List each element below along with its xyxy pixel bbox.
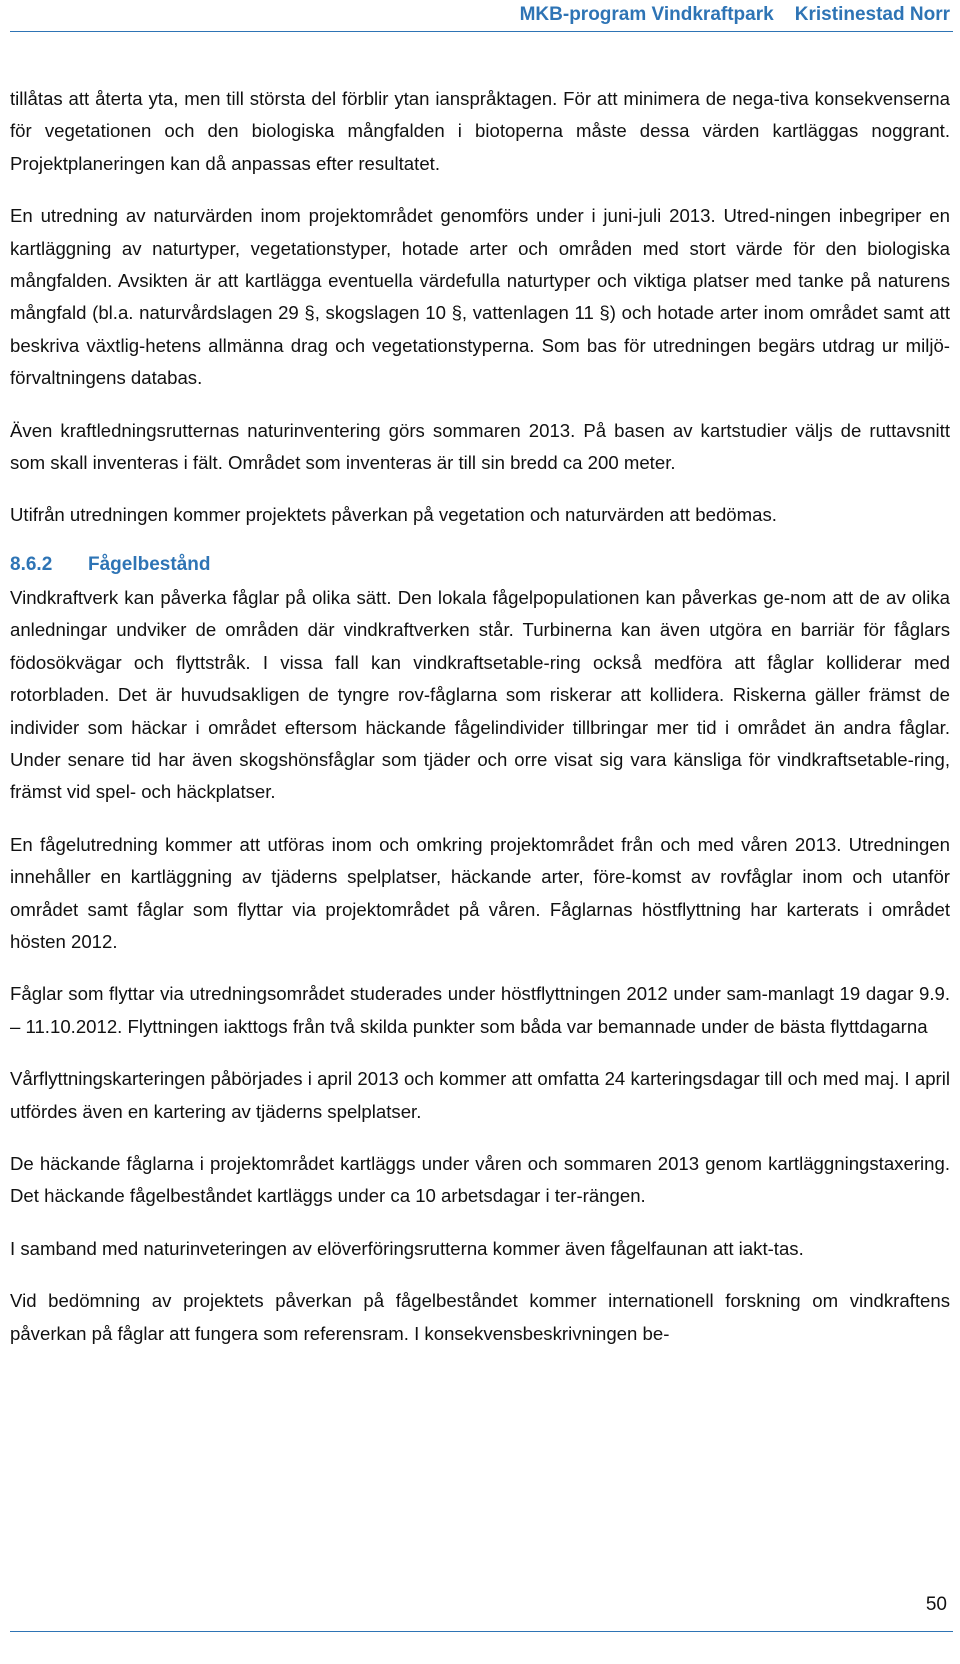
paragraph: Vårflyttningskarteringen påbörjades i april 2013 och kommer att omfatta 24 karteringsdagar till och med maj. I april utfördes även en kartering av tjäderns spelplatser. xyxy=(10,1068,950,1122)
document-body xyxy=(10,83,950,1370)
page-number: 50 xyxy=(925,1594,947,1615)
paragraph: I samband med naturinveteringen av elöverföringsrutterna kommer även fågelfaunan att iakt-tas. xyxy=(10,1237,804,1259)
paragraph: Utifrån utredningen kommer projektets påverkan på vegetation och naturvärden att bedömas. xyxy=(10,504,777,526)
section-heading xyxy=(10,550,950,580)
section-number: 8.6.2 xyxy=(10,553,53,575)
paragraph: En utredning av naturvärden inom projektområdet genomförs under i juni-juli 2013. Utred-ningen inbegriper en kartläggning av naturtyper, vegetationstyper, hotade arter och områden med stort värde för den biologiska mångfalden. Avsikten är att kartlägga eventuella värdefulla naturtyper och viktiga platser med tanke på naturens mångfald (bl.a. naturvårdslagen 29 §, skogslagen 10 §, vattenlagen 11 §) och hotade arter inom området samt att beskriva växtlig-hetens allmänna drag och vegetationstyperna. Som bas för utredningen begärs utdrag ur miljö-förvaltningens databas. xyxy=(10,205,950,389)
paragraph: Fåglar som flyttar via utredningsområdet studerades under höstflyttningen 2012 under sam-manlagt 19 dagar 9.9. – 11.10.2012. Flyttningen iakttogs från två skilda punkter som båda var bemannade under de bästa flyttdagarna xyxy=(10,983,950,1037)
header-title: MKB-program Vindkraftpark Kristinestad Norr xyxy=(519,4,950,25)
paragraph: Vindkraftverk kan påverka fåglar på olika sätt. Den lokala fågelpopulationen kan påverkas ge-nom att de av olika anledningar undviker de områden där vindkraftverken står. Turbinerna kan även utgöra en barriär för fåglars födosökvägar och flyttstråk. I vissa fall kan vindkraftsetable-ring också medföra att fåglar kolliderar med rotorbladen. Det är huvudsakligen de tyngre rov-fåglarna som riskerar att kollidera. Riskerna gäller främst de individer som häckar i området eftersom häckande fågelindivider tillbringar mer tid i området än andra fåglar. Under senare tid har även skogshönsfåglar som tjäder och orre visat sig vara känsliga för vindkraftsetable-ring, främst vid spel- och häckplatser. xyxy=(10,586,950,803)
footer-divider xyxy=(10,1631,953,1632)
page-header xyxy=(0,0,960,36)
paragraph: De häckande fåglarna i projektområdet kartläggs under våren och sommaren 2013 genom kartläggningstaxering. Det häckande fågelbeståndet kartläggs under ca 10 arbetsdagar i ter-rängen. xyxy=(10,1152,950,1207)
section-title: Fågelbestånd xyxy=(88,553,211,575)
paragraph: Även kraftledningsrutternas naturinventering görs sommaren 2013. På basen av kartstudier väljs de ruttavsnitt som skall inventeras i fält. Området som inventeras är till sin bredd ca 200 meter. xyxy=(10,419,950,474)
header-divider xyxy=(10,31,953,32)
paragraph: Vid bedömning av projektets påverkan på fågelbeståndet kommer internationell forskning om vindkraftens påverkan på fåglar att fungera som referensram. I konsekvensbeskrivningen be- xyxy=(10,1290,950,1344)
paragraph: tillåtas att återta yta, men till största del förblir ytan ianspråktagen. För att minimera de nega-tiva konsekvenserna för vegetationen och den biologiska mångfalden i biotoperna måste dessa värden kartläggas noggrant. Projektplaneringen kan då anpassas efter resultatet. xyxy=(10,88,950,174)
paragraph: En fågelutredning kommer att utföras inom och omkring projektområdet från och med våren 2013. Utredningen innehåller en kartläggning av tjäderns spelplatser, häckande arter, före-komst av rovfåglar inom och utanför området samt fåglar som flyttar via projektområdet på våren. Fåglarnas höstflyttning har karterats i området hösten 2012. xyxy=(10,833,950,952)
